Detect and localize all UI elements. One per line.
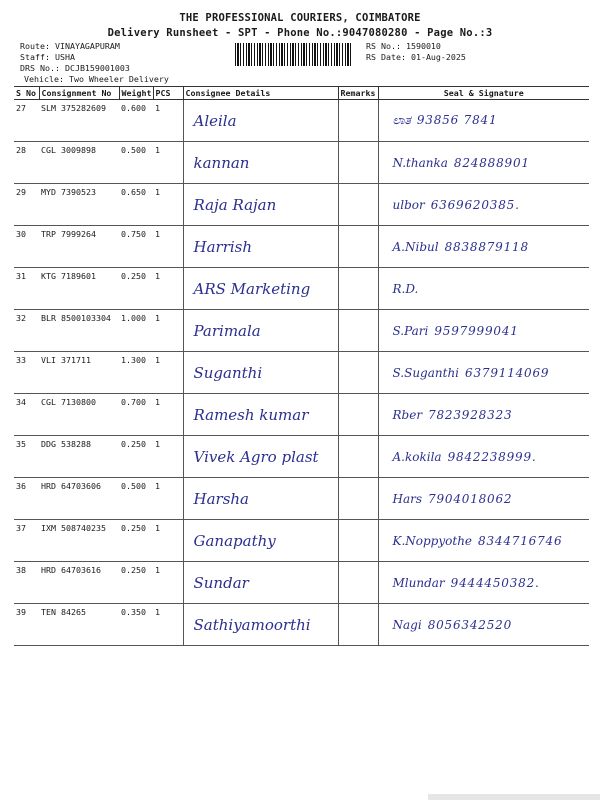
signature-phone: 8344716746 xyxy=(478,533,563,548)
col-header-pcs: PCS xyxy=(153,87,183,100)
signature-mark: Nagi xyxy=(392,617,422,632)
rs-date: RS Date: 01-Aug-2025 xyxy=(366,52,466,62)
signature-mark: ulbor xyxy=(392,197,425,212)
sno-cell: 31 xyxy=(14,268,39,310)
weight-cell: 0.250 xyxy=(119,562,153,604)
sno-cell: 32 xyxy=(14,310,39,352)
sno-cell: 33 xyxy=(14,352,39,394)
table-row xyxy=(14,604,589,646)
consignee-handwritten: ARS Marketing xyxy=(183,268,338,310)
runsheet-table xyxy=(14,86,589,646)
seal-signature-cell xyxy=(378,604,589,646)
consignee-handwritten: Suganthi xyxy=(183,352,338,394)
sno-cell: 29 xyxy=(14,184,39,226)
consignee-handwritten: Sathiyamoorthi xyxy=(183,604,338,646)
table-row xyxy=(14,478,589,520)
remarks-cell xyxy=(338,478,378,520)
consignee-handwritten: Ramesh kumar xyxy=(183,394,338,436)
pcs-cell: 1 xyxy=(153,268,183,310)
remarks-cell xyxy=(338,352,378,394)
consignee-handwritten: Parimala xyxy=(183,310,338,352)
weight-cell: 0.250 xyxy=(119,268,153,310)
table-header-row xyxy=(14,87,589,100)
consignee-handwritten: kannan xyxy=(183,142,338,184)
seal-signature-cell xyxy=(378,436,589,478)
seal-signature-cell xyxy=(378,394,589,436)
remarks-cell xyxy=(338,436,378,478)
weight-cell: 0.500 xyxy=(119,142,153,184)
weight-cell: 0.250 xyxy=(119,520,153,562)
consignment-cell: BLR 8500103304 xyxy=(39,310,119,352)
seal-signature-cell xyxy=(378,352,589,394)
pcs-cell: 1 xyxy=(153,604,183,646)
signature-mark: S.Suganthi xyxy=(392,365,460,380)
signature-mark: Rber xyxy=(392,407,423,422)
pcs-cell: 1 xyxy=(153,394,183,436)
col-header-consignment: Consignment No xyxy=(39,87,119,100)
signature-mark: Hars xyxy=(392,491,423,506)
signature-mark: R.D. xyxy=(392,281,419,296)
table-row xyxy=(14,310,589,352)
col-header-remarks: Remarks xyxy=(338,87,378,100)
consignee-handwritten: Sundar xyxy=(183,562,338,604)
remarks-cell xyxy=(338,562,378,604)
table-row xyxy=(14,142,589,184)
weight-cell: 0.650 xyxy=(119,184,153,226)
company-title: THE PROFESSIONAL COURIERS, COIMBATORE xyxy=(179,12,421,24)
pcs-cell: 1 xyxy=(153,142,183,184)
weight-cell: 0.350 xyxy=(119,604,153,646)
consignment-cell: SLM 375282609 xyxy=(39,100,119,142)
signature-phone: 6379114069 xyxy=(465,365,550,380)
pcs-cell: 1 xyxy=(153,562,183,604)
consignee-handwritten: Aleila xyxy=(183,100,338,142)
consignment-cell: IXM 508740235 xyxy=(39,520,119,562)
signature-mark: Mlundar xyxy=(392,575,445,590)
remarks-cell xyxy=(338,268,378,310)
runsheet-subtitle: Delivery Runsheet - SPT - Phone No.:9047080280 - Page No.:3 xyxy=(107,27,493,39)
signature-phone: 6369620385. xyxy=(430,197,520,212)
barcode-icon xyxy=(235,43,353,66)
scan-edge xyxy=(428,794,600,800)
remarks-cell xyxy=(338,604,378,646)
signature-mark: ಲಾತ xyxy=(392,113,411,127)
sno-cell: 36 xyxy=(14,478,39,520)
seal-signature-cell xyxy=(378,310,589,352)
signature-phone: 93856 7841 xyxy=(416,113,498,127)
sno-cell: 34 xyxy=(14,394,39,436)
table-row xyxy=(14,394,589,436)
signature-phone: 8838879118 xyxy=(444,239,529,254)
sno-cell: 28 xyxy=(14,142,39,184)
pcs-cell: 1 xyxy=(153,352,183,394)
signature-phone: 9597999041 xyxy=(434,323,519,338)
rs-number: RS No.: 1590010 xyxy=(366,41,441,51)
weight-cell: 0.500 xyxy=(119,478,153,520)
remarks-cell xyxy=(338,142,378,184)
consignee-handwritten: Harsha xyxy=(183,478,338,520)
weight-cell: 1.300 xyxy=(119,352,153,394)
pcs-cell: 1 xyxy=(153,184,183,226)
route-label: Route: VINAYAGAPURAM xyxy=(20,41,120,51)
consignment-cell: HRD 64703606 xyxy=(39,478,119,520)
signature-mark: K.Noppyothe xyxy=(392,533,473,548)
sno-cell: 39 xyxy=(14,604,39,646)
pcs-cell: 1 xyxy=(153,226,183,268)
table-row xyxy=(14,226,589,268)
sno-cell: 38 xyxy=(14,562,39,604)
staff-label: Staff: USHA xyxy=(20,52,75,62)
consignment-cell: KTG 7189601 xyxy=(39,268,119,310)
sno-cell: 35 xyxy=(14,436,39,478)
col-header-seal-signature: Seal & Signature xyxy=(378,87,589,100)
weight-cell: 0.250 xyxy=(119,436,153,478)
signature-phone: 9444450382. xyxy=(450,575,540,590)
weight-cell: 0.700 xyxy=(119,394,153,436)
seal-signature-cell xyxy=(378,184,589,226)
remarks-cell xyxy=(338,100,378,142)
consignee-handwritten: Ganapathy xyxy=(183,520,338,562)
col-header-consignee: Consignee Details xyxy=(183,87,338,100)
table-row xyxy=(14,562,589,604)
signature-mark: A.Nibul xyxy=(392,239,439,254)
remarks-cell xyxy=(338,226,378,268)
seal-signature-cell xyxy=(378,100,589,142)
weight-cell: 0.600 xyxy=(119,100,153,142)
col-header-weight: Weight xyxy=(119,87,153,100)
consignment-cell: TRP 7999264 xyxy=(39,226,119,268)
consignment-cell: TEN 84265 xyxy=(39,604,119,646)
drs-number: DRS No.: DCJB159001003 xyxy=(20,63,130,73)
table-row xyxy=(14,520,589,562)
table-row xyxy=(14,100,589,142)
signature-phone: 9842238999. xyxy=(447,449,537,464)
table-row xyxy=(14,184,589,226)
consignee-handwritten: Harrish xyxy=(183,226,338,268)
remarks-cell xyxy=(338,394,378,436)
pcs-cell: 1 xyxy=(153,100,183,142)
signature-mark: S.Pari xyxy=(392,323,429,338)
seal-signature-cell xyxy=(378,142,589,184)
signature-phone: 824888901 xyxy=(453,155,530,170)
sno-cell: 37 xyxy=(14,520,39,562)
consignee-handwritten: Vivek Agro plast xyxy=(183,436,338,478)
vehicle-label: Vehicle: Two Wheeler Delivery xyxy=(24,74,169,84)
seal-signature-cell xyxy=(378,562,589,604)
signature-phone: 7823928323 xyxy=(428,407,513,422)
consignment-cell: CGL 7130800 xyxy=(39,394,119,436)
consignee-handwritten: Raja Rajan xyxy=(183,184,338,226)
signature-phone: 8056342520 xyxy=(427,617,513,632)
seal-signature-cell xyxy=(378,520,589,562)
weight-cell: 1.000 xyxy=(119,310,153,352)
signature-mark: N.thanka xyxy=(392,155,448,170)
pcs-cell: 1 xyxy=(153,310,183,352)
table-row xyxy=(14,436,589,478)
table-row xyxy=(14,352,589,394)
sno-cell: 30 xyxy=(14,226,39,268)
consignment-cell: VLI 371711 xyxy=(39,352,119,394)
consignment-cell: DDG 538288 xyxy=(39,436,119,478)
remarks-cell xyxy=(338,520,378,562)
weight-cell: 0.750 xyxy=(119,226,153,268)
remarks-cell xyxy=(338,184,378,226)
pcs-cell: 1 xyxy=(153,520,183,562)
seal-signature-cell xyxy=(378,478,589,520)
remarks-cell xyxy=(338,310,378,352)
seal-signature-cell xyxy=(378,226,589,268)
sno-cell: 27 xyxy=(14,100,39,142)
signature-mark: A.kokila xyxy=(392,449,442,464)
consignment-cell: CGL 3009898 xyxy=(39,142,119,184)
consignment-cell: HRD 64703616 xyxy=(39,562,119,604)
consignment-cell: MYD 7390523 xyxy=(39,184,119,226)
seal-signature-cell xyxy=(378,268,589,310)
pcs-cell: 1 xyxy=(153,478,183,520)
pcs-cell: 1 xyxy=(153,436,183,478)
col-header-sno: S No xyxy=(14,87,39,100)
table-row xyxy=(14,268,589,310)
signature-phone: 7904018062 xyxy=(428,491,513,506)
